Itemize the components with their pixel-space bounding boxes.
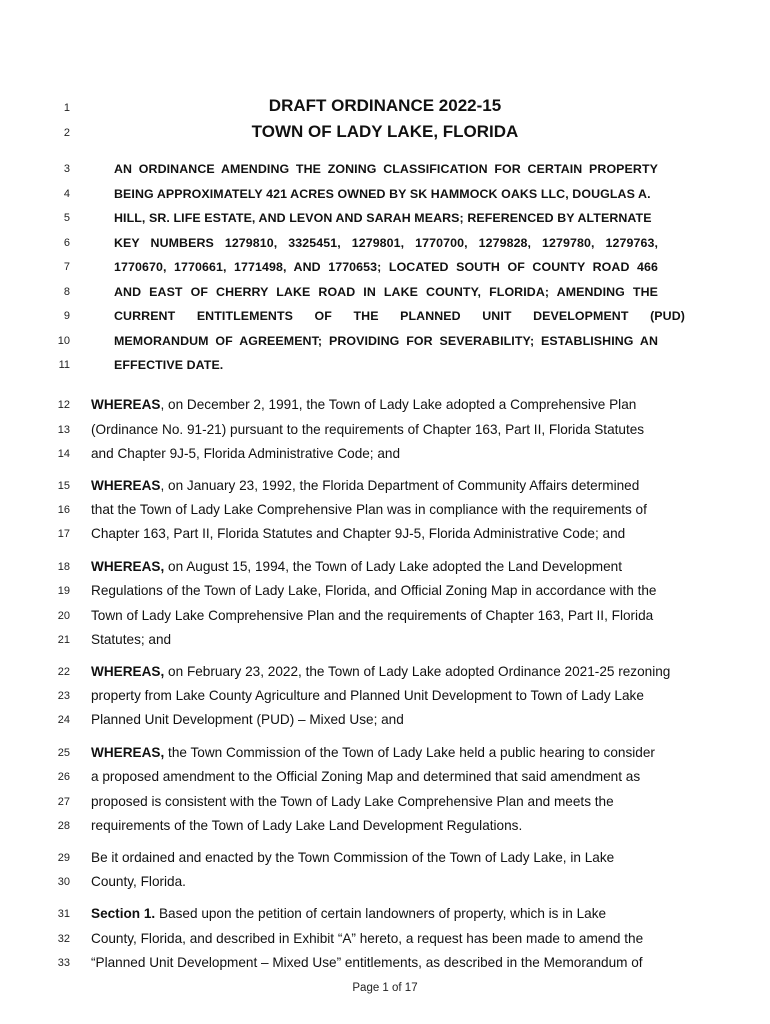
line-number: 31 [57, 908, 70, 920]
body-line: WHEREAS, the Town Commission of the Town of Lady Lake held a public hearing to consider [91, 745, 655, 760]
line-number: 27 [57, 796, 70, 808]
line-number: 33 [57, 957, 70, 969]
preamble-line: EFFECTIVE DATE. [114, 358, 224, 372]
line-number: 9 [63, 310, 70, 322]
body-line: Statutes; and [91, 632, 172, 647]
body-line: and Chapter 9J-5, Florida Administrative Code; and [91, 446, 401, 461]
line-number: 3 [63, 163, 70, 175]
line-number: 6 [63, 237, 70, 249]
line-number: 30 [57, 876, 70, 888]
preamble-line: AND EAST OF CHERRY LAKE ROAD IN LAKE COUNTY, FLORIDA; AMENDING THE [114, 285, 658, 299]
body-line: Section 1. Based upon the petition of certain landowners of property, which is in Lake [91, 906, 607, 921]
line-number: 23 [57, 690, 70, 702]
section-label: Section 1. [91, 906, 156, 921]
line-number: 10 [57, 335, 70, 347]
body-line: requirements of the Town of Lady Lake Land Development Regulations. [91, 818, 523, 833]
whereas-label: WHEREAS, [91, 745, 165, 760]
body-line: “Planned Unit Development – Mixed Use” entitlements, as described in the Memorandum of [91, 955, 643, 970]
line-number: 5 [63, 212, 70, 224]
town-title: TOWN OF LADY LAKE, FLORIDA [251, 122, 519, 141]
line-number: 8 [63, 286, 70, 298]
line-number: 25 [57, 747, 70, 759]
line-number: 22 [57, 666, 70, 678]
preamble-line: MEMORANDUM OF AGREEMENT; PROVIDING FOR SEVERABILITY; ESTABLISHING AN [114, 334, 658, 348]
body-line: property from Lake County Agriculture and Planned Unit Development to Town of Lady Lake [91, 688, 644, 703]
line-number: 16 [57, 504, 70, 516]
line-number: 18 [57, 561, 70, 573]
body-line: County, Florida, and described in Exhibit “A” hereto, a request has been made to amend the [91, 931, 644, 946]
whereas-label: WHEREAS, [91, 664, 165, 679]
body-line: WHEREAS, on February 23, 2022, the Town of Lady Lake adopted Ordinance 2021-25 rezoning [91, 664, 671, 679]
line-number: 24 [57, 714, 70, 726]
line-number: 29 [57, 852, 70, 864]
body-line: WHEREAS, on December 2, 1991, the Town of Lady Lake adopted a Comprehensive Plan [91, 397, 637, 412]
body-line: Be it ordained and enacted by the Town Commission of the Town of Lady Lake, in Lake [91, 850, 615, 865]
line-number: 12 [57, 399, 70, 411]
line-number: 2 [63, 127, 70, 139]
body-line: Town of Lady Lake Comprehensive Plan and the requirements of Chapter 163, Part II, Florida [91, 608, 654, 623]
line-number: 28 [57, 820, 70, 832]
line-number: 11 [58, 359, 70, 371]
line-number: 1 [63, 102, 70, 114]
body-line: proposed is consistent with the Town of Lady Lake Comprehensive Plan and meets the [91, 794, 614, 809]
page-footer: Page 1 of 17 [352, 982, 418, 994]
preamble-line: HILL, SR. LIFE ESTATE, AND LEVON AND SARAH MEARS; REFERENCED BY ALTERNATE [114, 211, 652, 225]
ordinance-title: DRAFT ORDINANCE 2022-15 [268, 96, 502, 115]
preamble-line: BEING APPROXIMATELY 421 ACRES OWNED BY SK HAMMOCK OAKS LLC, DOUGLAS A. [114, 187, 651, 201]
line-number: 32 [57, 933, 70, 945]
line-number: 13 [57, 424, 70, 436]
body-line: WHEREAS, on January 23, 1992, the Florida Department of Community Affairs determined [91, 478, 640, 493]
preamble-line: AN ORDINANCE AMENDING THE ZONING CLASSIFICATION FOR CERTAIN PROPERTY [114, 162, 658, 176]
body-line: (Ordinance No. 91-21) pursuant to the requirements of Chapter 163, Part II, Florida Statutes [91, 422, 645, 437]
preamble-line: CURRENT ENTITLEMENTS OF THE PLANNED UNIT DEVELOPMENT (PUD) [114, 309, 685, 323]
line-number: 17 [57, 528, 70, 540]
body-line: that the Town of Lady Lake Comprehensive Plan was in compliance with the requirements of [91, 502, 647, 517]
line-number: 4 [63, 188, 70, 200]
body-line: a proposed amendment to the Official Zoning Map and determined that said amendment as [91, 769, 641, 784]
body-line: Chapter 163, Part II, Florida Statutes and Chapter 9J-5, Florida Administrative Code; and [91, 526, 626, 541]
body-line: County, Florida. [91, 874, 186, 889]
preamble-line: 1770670, 1770661, 1771498, AND 1770653; LOCATED SOUTH OF COUNTY ROAD 466 [114, 260, 658, 274]
line-number: 19 [57, 585, 70, 597]
body-line: Planned Unit Development (PUD) – Mixed Use; and [91, 712, 404, 727]
whereas-label: WHEREAS, [91, 559, 165, 574]
body-line: Regulations of the Town of Lady Lake, Florida, and Official Zoning Map in accordance with the [91, 583, 657, 598]
line-number: 15 [57, 480, 70, 492]
preamble-line: KEY NUMBERS 1279810, 3325451, 1279801, 1770700, 1279828, 1279780, 1279763, [114, 236, 658, 250]
line-number: 20 [57, 610, 70, 622]
line-number: 21 [57, 634, 70, 646]
whereas-label: WHEREAS [91, 397, 161, 412]
body-line: WHEREAS, on August 15, 1994, the Town of Lady Lake adopted the Land Development [91, 559, 623, 574]
line-number: 14 [57, 448, 70, 460]
line-number: 26 [57, 771, 70, 783]
whereas-label: WHEREAS [91, 478, 161, 493]
line-number: 7 [63, 261, 70, 273]
